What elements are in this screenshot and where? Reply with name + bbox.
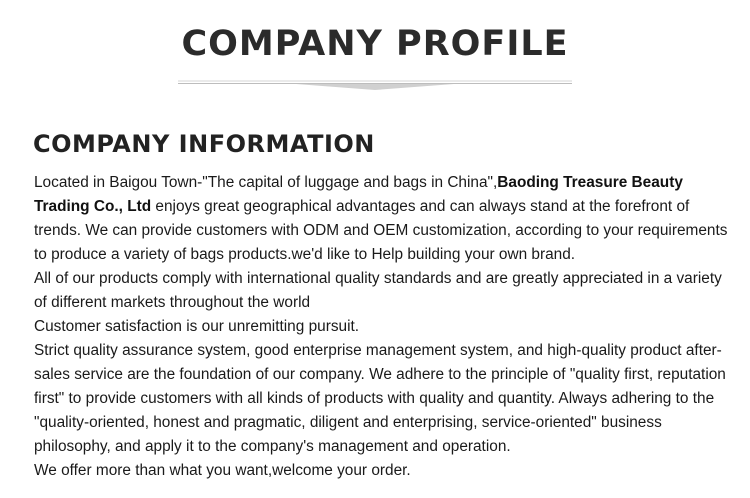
divider-chevron xyxy=(296,84,454,90)
paragraph-intro xyxy=(34,171,738,267)
title-divider xyxy=(0,74,750,94)
paragraph-quality-standards: All of our products comply with international quality standards and are greatly appreciated in a variety of different markets throughout the world xyxy=(34,270,722,311)
company-description xyxy=(34,171,738,483)
section-title: COMPANY INFORMATION xyxy=(33,130,375,158)
paragraph-closing: We offer more than what you want,welcome your order. xyxy=(34,462,411,479)
paragraph-quality-assurance: Strict quality assurance system, good enterprise management system, and high-quality product after-sales service are the foundation of our company. We adhere to the principle of "quality first, reputation first" to provide customers with all kinds of products with quality and quantity. Always adhering to the "quality-oriented, honest and pragmatic, diligent and enterprising, service-oriented" business philosophy, and apply it to the company's management and operation. xyxy=(34,342,726,455)
intro-text: Located in Baigou Town-"The capital of luggage and bags in China", xyxy=(34,174,498,191)
paragraph-customer-satisfaction: Customer satisfaction is our unremitting pursuit. xyxy=(34,318,360,335)
intro-text-rest: enjoys great geographical advantages and can always stand at the forefront of trends. We can provide customers with ODM and OEM customization, according to your requirements to produce a variety of bags products.we'd like to Help building your own brand. xyxy=(34,198,728,263)
page-title: COMPANY PROFILE xyxy=(181,24,569,64)
company-name: Baoding Treasure Beauty Trading Co., Ltd xyxy=(34,174,683,215)
